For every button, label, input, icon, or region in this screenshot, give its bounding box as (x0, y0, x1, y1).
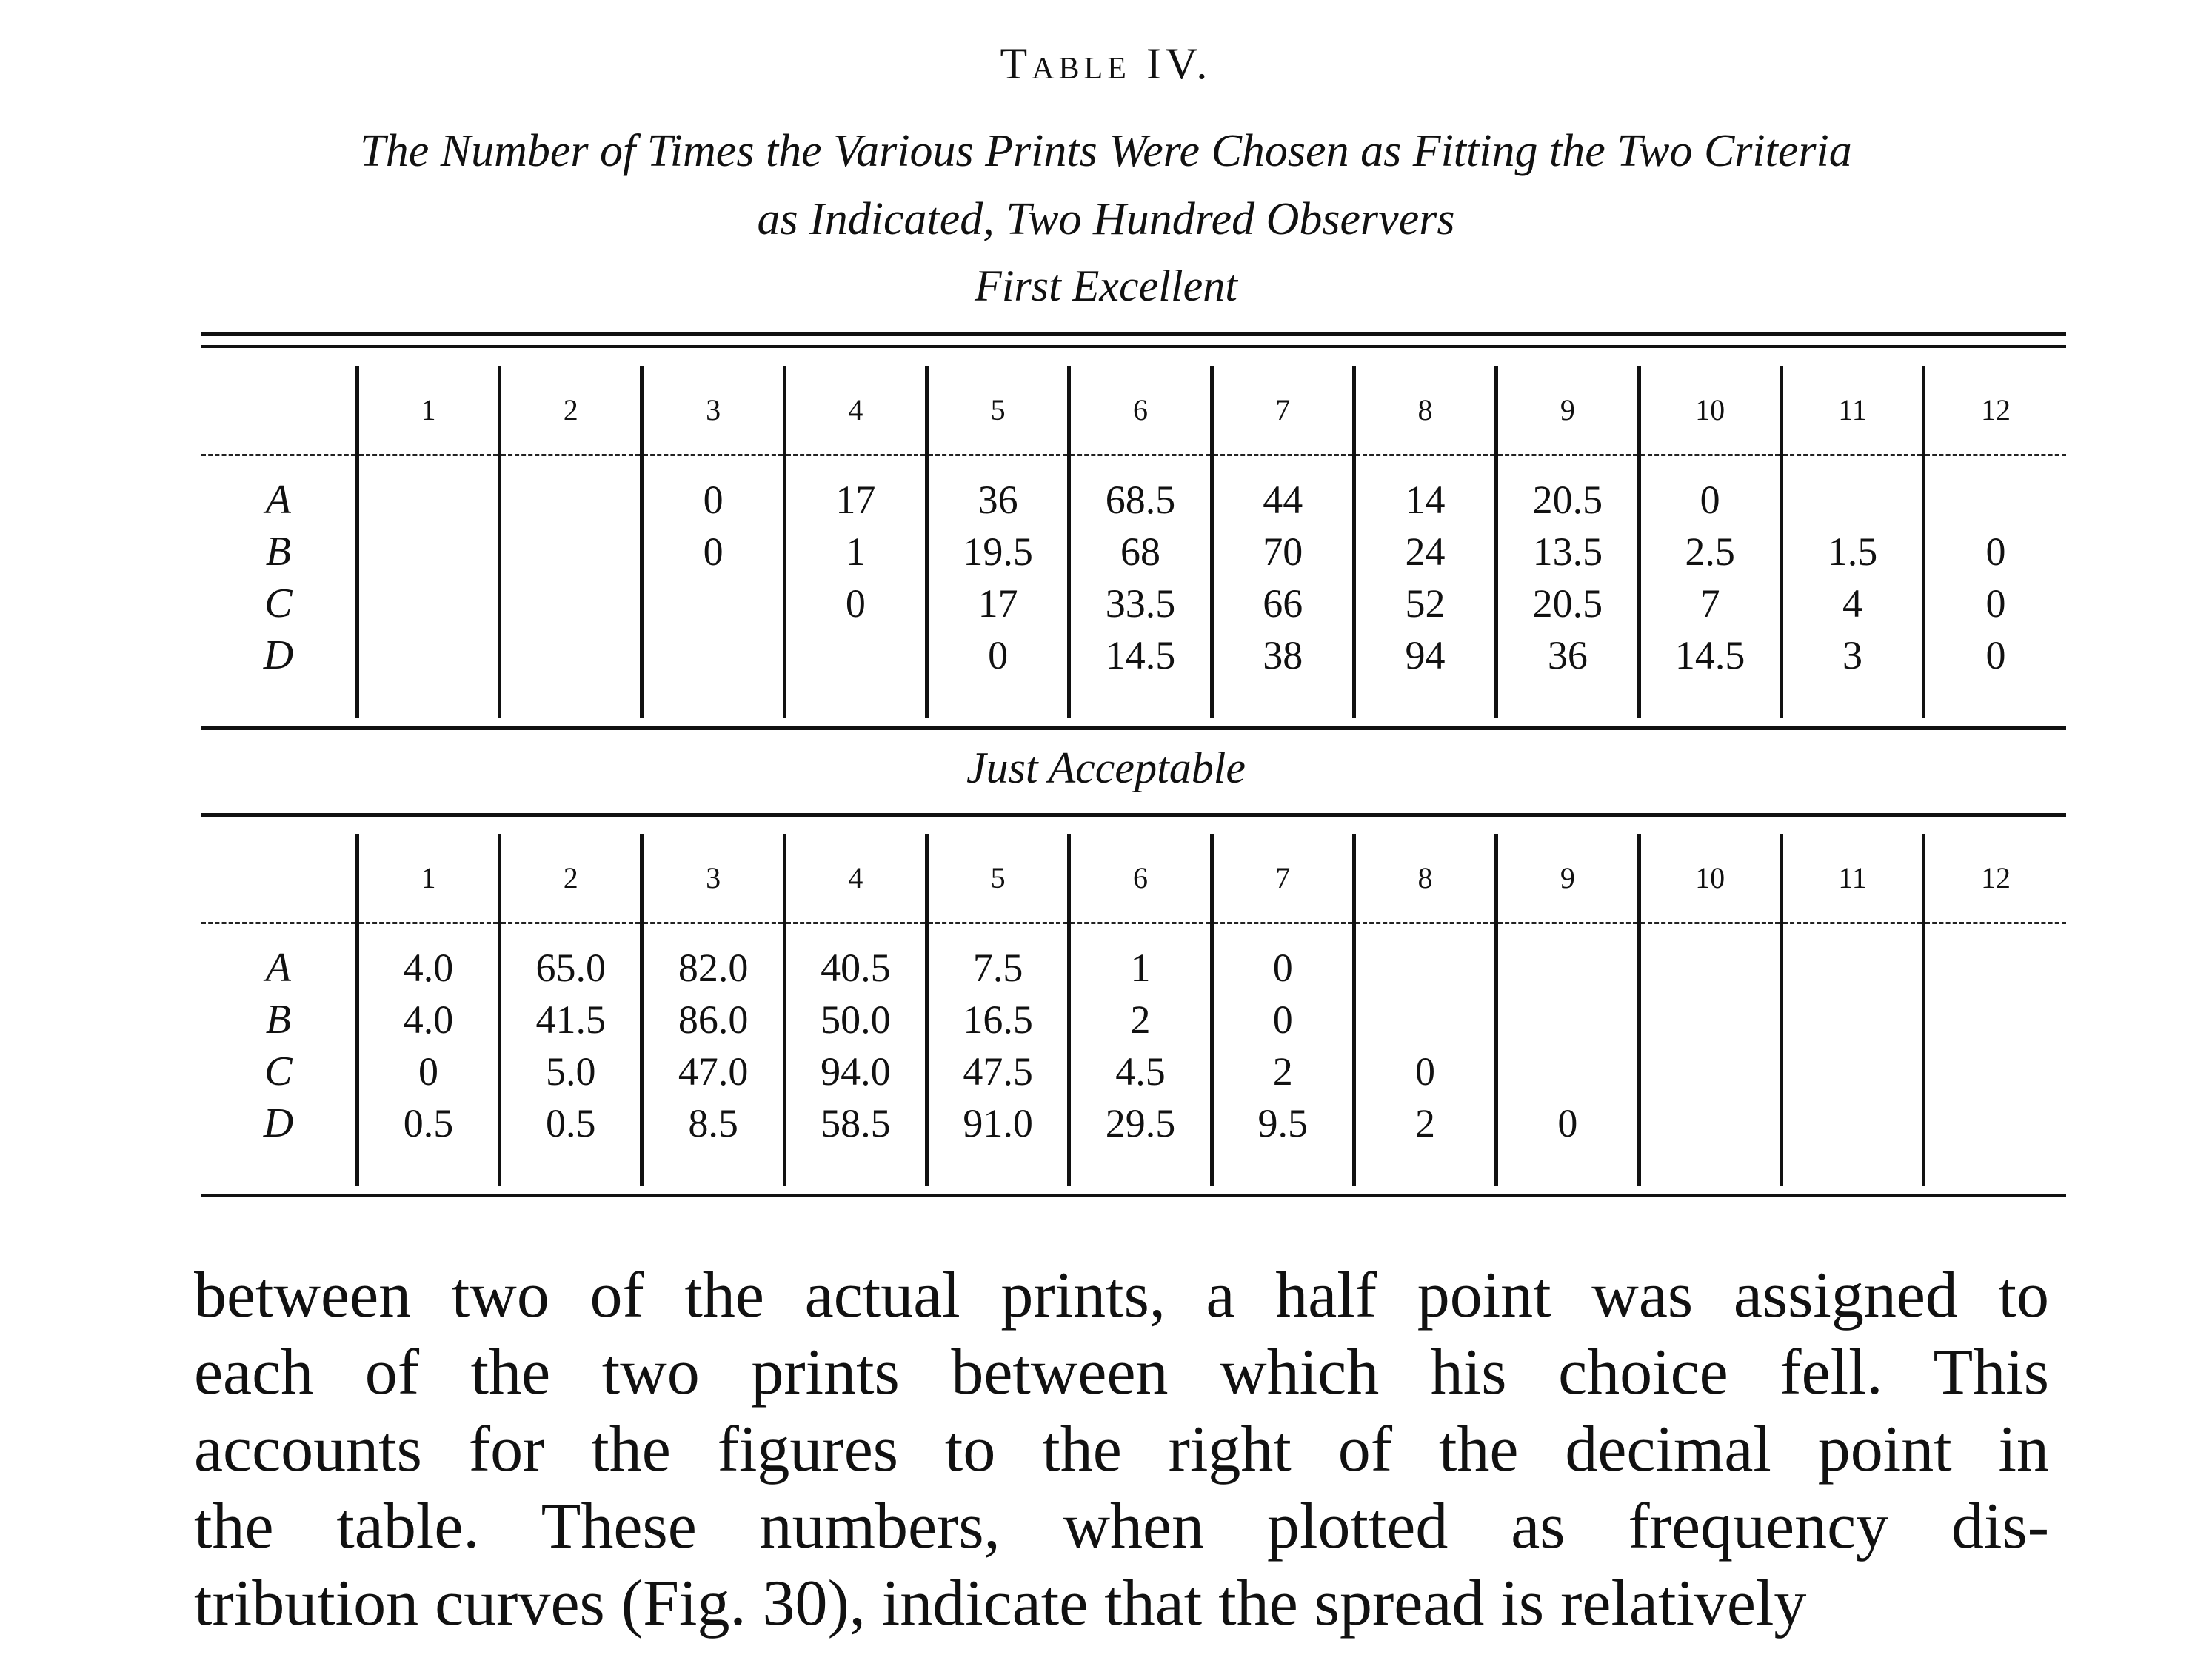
spacer-cell (1924, 455, 2066, 474)
column-header-11: 11 (1781, 366, 1923, 455)
table-cell: 0 (784, 578, 926, 629)
table-cell (500, 526, 642, 578)
table-cell: 1.5 (1781, 526, 1923, 578)
spacer-cell (1639, 681, 1781, 718)
table-cell (1924, 474, 2066, 526)
section1-bottom-rule (201, 726, 2066, 730)
table-row (201, 1097, 2066, 1149)
spacer-cell (784, 455, 926, 474)
spacer-cell (500, 681, 642, 718)
header-corner-cell (201, 834, 357, 923)
spacer-cell (927, 455, 1069, 474)
spacer-cell (784, 1149, 926, 1186)
table-cell: 24 (1354, 526, 1496, 578)
table-cell: 36 (927, 474, 1069, 526)
column-header-2: 2 (500, 834, 642, 923)
table-cell (1924, 942, 2066, 994)
spacer-cell (357, 923, 499, 942)
row-label: C (264, 581, 293, 626)
spacer-cell (357, 1149, 499, 1186)
table-cell (1639, 942, 1781, 994)
column-header-8: 8 (1354, 834, 1496, 923)
table-cell (1924, 1097, 2066, 1149)
table-cell: 86.0 (642, 994, 784, 1046)
table-cell (1781, 942, 1923, 994)
table-cell (642, 578, 784, 629)
table-cell: 0.5 (500, 1097, 642, 1149)
caption-line-2: as Indicated, Two Hundred Observers (757, 194, 1455, 244)
spacer-cell (1212, 681, 1354, 718)
section2-bottom-rule (201, 1194, 2066, 1197)
table-cell: 0 (1924, 578, 2066, 629)
table-cell: 0.5 (357, 1097, 499, 1149)
spacer-cell (1497, 923, 1639, 942)
table-cell (500, 629, 642, 681)
spacer-cell (927, 923, 1069, 942)
spacer-cell (1781, 455, 1923, 474)
spacer-cell (642, 681, 784, 718)
column-header-2: 2 (500, 366, 642, 455)
row-label: A (265, 945, 292, 991)
table-cell (1924, 1046, 2066, 1097)
table-cell: 68.5 (1069, 474, 1212, 526)
table-cell: 0 (1924, 629, 2066, 681)
table-cell: 65.0 (500, 942, 642, 994)
prose-line: accounts for the figures to the right of the decimal point in (194, 1414, 2049, 1485)
table-cell: 2 (1354, 1097, 1496, 1149)
column-header-7: 7 (1212, 834, 1354, 923)
column-header-3: 3 (642, 834, 784, 923)
table-cell (500, 474, 642, 526)
table-cell (357, 578, 499, 629)
spacer-cell (1354, 923, 1496, 942)
spacer-cell (1212, 1149, 1354, 1186)
top-double-rule-lower (201, 345, 2066, 348)
spacer-cell (357, 681, 499, 718)
caption-line-1: The Number of Times the Various Prints Were Chosen as Fitting the Two Criteria (360, 126, 1852, 176)
table-cell: 66 (1212, 578, 1354, 629)
spacer-cell (1354, 1149, 1496, 1186)
table-row (201, 994, 2066, 1046)
just-acceptable-table (201, 834, 2066, 1186)
spacer-cell (1069, 681, 1212, 718)
table-cell (1354, 942, 1496, 994)
column-header-3: 3 (642, 366, 784, 455)
column-header-1: 1 (357, 366, 499, 455)
table-cell: 2.5 (1639, 526, 1781, 578)
table-cell: 16.5 (927, 994, 1069, 1046)
spacer-cell (1497, 1149, 1639, 1186)
table-cell: 41.5 (500, 994, 642, 1046)
column-header-12: 12 (1924, 834, 2066, 923)
spacer-cell (500, 923, 642, 942)
table-cell: 4.0 (357, 942, 499, 994)
spacer-cell (1354, 681, 1496, 718)
table-cell: 14 (1354, 474, 1496, 526)
spacer-cell (1639, 1149, 1781, 1186)
column-header-9: 9 (1497, 366, 1639, 455)
column-header-1: 1 (357, 834, 499, 923)
table-cell: 19.5 (927, 526, 1069, 578)
row-label: D (263, 632, 294, 678)
table-cell (500, 578, 642, 629)
prose-line: tribution curves (Fig. 30), indicate that the spread is relatively (194, 1568, 1807, 1639)
table-cell (784, 629, 926, 681)
table-cell (357, 629, 499, 681)
column-header-12: 12 (1924, 366, 2066, 455)
spacer-cell (1781, 923, 1923, 942)
table-cell: 9.5 (1212, 1097, 1354, 1149)
table-cell (1497, 1046, 1639, 1097)
table-cell: 4 (1781, 578, 1923, 629)
table-cell: 82.0 (642, 942, 784, 994)
table-cell: 0 (642, 474, 784, 526)
spacer-cell (201, 681, 357, 718)
spacer-cell (1781, 1149, 1923, 1186)
column-header-6: 6 (1069, 366, 1212, 455)
spacer-cell (201, 923, 357, 942)
table-cell: 47.0 (642, 1046, 784, 1097)
table-row (201, 1046, 2066, 1097)
table-cell (1639, 994, 1781, 1046)
table-cell: 0 (357, 1046, 499, 1097)
column-header-5: 5 (927, 834, 1069, 923)
table-cell: 4.0 (357, 994, 499, 1046)
table-cell (1781, 1046, 1923, 1097)
table-cell: 1 (784, 526, 926, 578)
table-row (201, 629, 2066, 681)
table-cell: 33.5 (1069, 578, 1212, 629)
prose-line: each of the two prints between which his choice fell. This (194, 1337, 2049, 1408)
table-cell: 38 (1212, 629, 1354, 681)
table-cell (1354, 994, 1496, 1046)
section-heading-just-acceptable: Just Acceptable (966, 743, 1246, 792)
spacer-cell (1069, 923, 1212, 942)
table-cell: 14.5 (1639, 629, 1781, 681)
section2-top-rule (201, 813, 2066, 817)
column-header-8: 8 (1354, 366, 1496, 455)
table-cell: 2 (1212, 1046, 1354, 1097)
table-cell: 1 (1069, 942, 1212, 994)
table-cell: 4.5 (1069, 1046, 1212, 1097)
header-corner-cell (201, 366, 357, 455)
table-cell (1781, 994, 1923, 1046)
column-header-11: 11 (1781, 834, 1923, 923)
table-cell (1497, 942, 1639, 994)
table-title: Table IV. (1000, 39, 1212, 88)
spacer-cell (1212, 455, 1354, 474)
column-header-10: 10 (1639, 366, 1781, 455)
table-cell (1639, 1046, 1781, 1097)
spacer-cell (1639, 923, 1781, 942)
table-cell: 68 (1069, 526, 1212, 578)
spacer-cell (642, 1149, 784, 1186)
table-row (201, 942, 2066, 994)
table-cell: 29.5 (1069, 1097, 1212, 1149)
spacer-cell (1781, 681, 1923, 718)
section-heading-first-excellent: First Excellent (975, 261, 1237, 310)
spacer-cell (927, 1149, 1069, 1186)
row-label: B (265, 997, 292, 1043)
table-cell: 94.0 (784, 1046, 926, 1097)
spacer-cell (201, 1149, 357, 1186)
table-cell: 8.5 (642, 1097, 784, 1149)
column-header-7: 7 (1212, 366, 1354, 455)
table-cell: 3 (1781, 629, 1923, 681)
row-label: D (263, 1100, 294, 1146)
row-label: C (264, 1048, 293, 1094)
spacer-cell (1497, 455, 1639, 474)
table-cell (1781, 1097, 1923, 1149)
table-cell: 91.0 (927, 1097, 1069, 1149)
table-cell: 17 (784, 474, 926, 526)
spacer-cell (500, 1149, 642, 1186)
column-header-9: 9 (1497, 834, 1639, 923)
spacer-cell (1924, 923, 2066, 942)
spacer-cell (1069, 455, 1212, 474)
spacer-cell (927, 681, 1069, 718)
spacer-cell (1354, 455, 1496, 474)
table-cell: 17 (927, 578, 1069, 629)
row-label: A (265, 477, 292, 523)
spacer-cell (357, 455, 499, 474)
table-caption (148, 117, 2064, 253)
spacer-cell (500, 455, 642, 474)
table-cell: 0 (1924, 526, 2066, 578)
first-excellent-table (201, 366, 2066, 718)
table-cell (642, 629, 784, 681)
table-row (201, 578, 2066, 629)
spacer-cell (642, 923, 784, 942)
spacer-cell (1497, 681, 1639, 718)
table-cell (1781, 474, 1923, 526)
table-cell: 40.5 (784, 942, 926, 994)
table-cell: 36 (1497, 629, 1639, 681)
table-cell: 0 (1639, 474, 1781, 526)
table-cell: 0 (1497, 1097, 1639, 1149)
body-text (194, 1257, 2049, 1642)
table-cell: 20.5 (1497, 578, 1639, 629)
spacer-cell (1212, 923, 1354, 942)
table-cell: 58.5 (784, 1097, 926, 1149)
table-cell (357, 474, 499, 526)
table-cell: 0 (642, 526, 784, 578)
table-cell (357, 526, 499, 578)
table-cell (1924, 994, 2066, 1046)
table-cell: 0 (1212, 942, 1354, 994)
table-row (201, 474, 2066, 526)
prose-line: between two of the actual prints, a half point was assigned to (194, 1260, 2049, 1331)
table-cell: 2 (1069, 994, 1212, 1046)
column-header-6: 6 (1069, 834, 1212, 923)
column-header-4: 4 (784, 366, 926, 455)
table-cell: 7.5 (927, 942, 1069, 994)
table-cell: 94 (1354, 629, 1496, 681)
spacer-cell (1069, 1149, 1212, 1186)
table-cell: 47.5 (927, 1046, 1069, 1097)
table-cell: 44 (1212, 474, 1354, 526)
table-cell (1497, 994, 1639, 1046)
table-cell: 7 (1639, 578, 1781, 629)
table-row (201, 526, 2066, 578)
prose-line: the table. These numbers, when plotted as frequency dis- (194, 1491, 2049, 1562)
table-cell: 20.5 (1497, 474, 1639, 526)
spacer-cell (201, 455, 357, 474)
table-cell: 50.0 (784, 994, 926, 1046)
spacer-cell (1639, 455, 1781, 474)
top-double-rule-upper (201, 332, 2066, 336)
row-label: B (265, 529, 292, 575)
table-cell: 14.5 (1069, 629, 1212, 681)
table-cell: 13.5 (1497, 526, 1639, 578)
table-cell: 70 (1212, 526, 1354, 578)
spacer-cell (784, 681, 926, 718)
spacer-cell (642, 455, 784, 474)
spacer-cell (1924, 681, 2066, 718)
spacer-cell (784, 923, 926, 942)
column-header-10: 10 (1639, 834, 1781, 923)
table-cell: 52 (1354, 578, 1496, 629)
spacer-cell (1924, 1149, 2066, 1186)
column-header-5: 5 (927, 366, 1069, 455)
table-cell (1639, 1097, 1781, 1149)
table-cell: 5.0 (500, 1046, 642, 1097)
table-cell: 0 (1212, 994, 1354, 1046)
column-header-4: 4 (784, 834, 926, 923)
table-cell: 0 (927, 629, 1069, 681)
table-cell: 0 (1354, 1046, 1496, 1097)
